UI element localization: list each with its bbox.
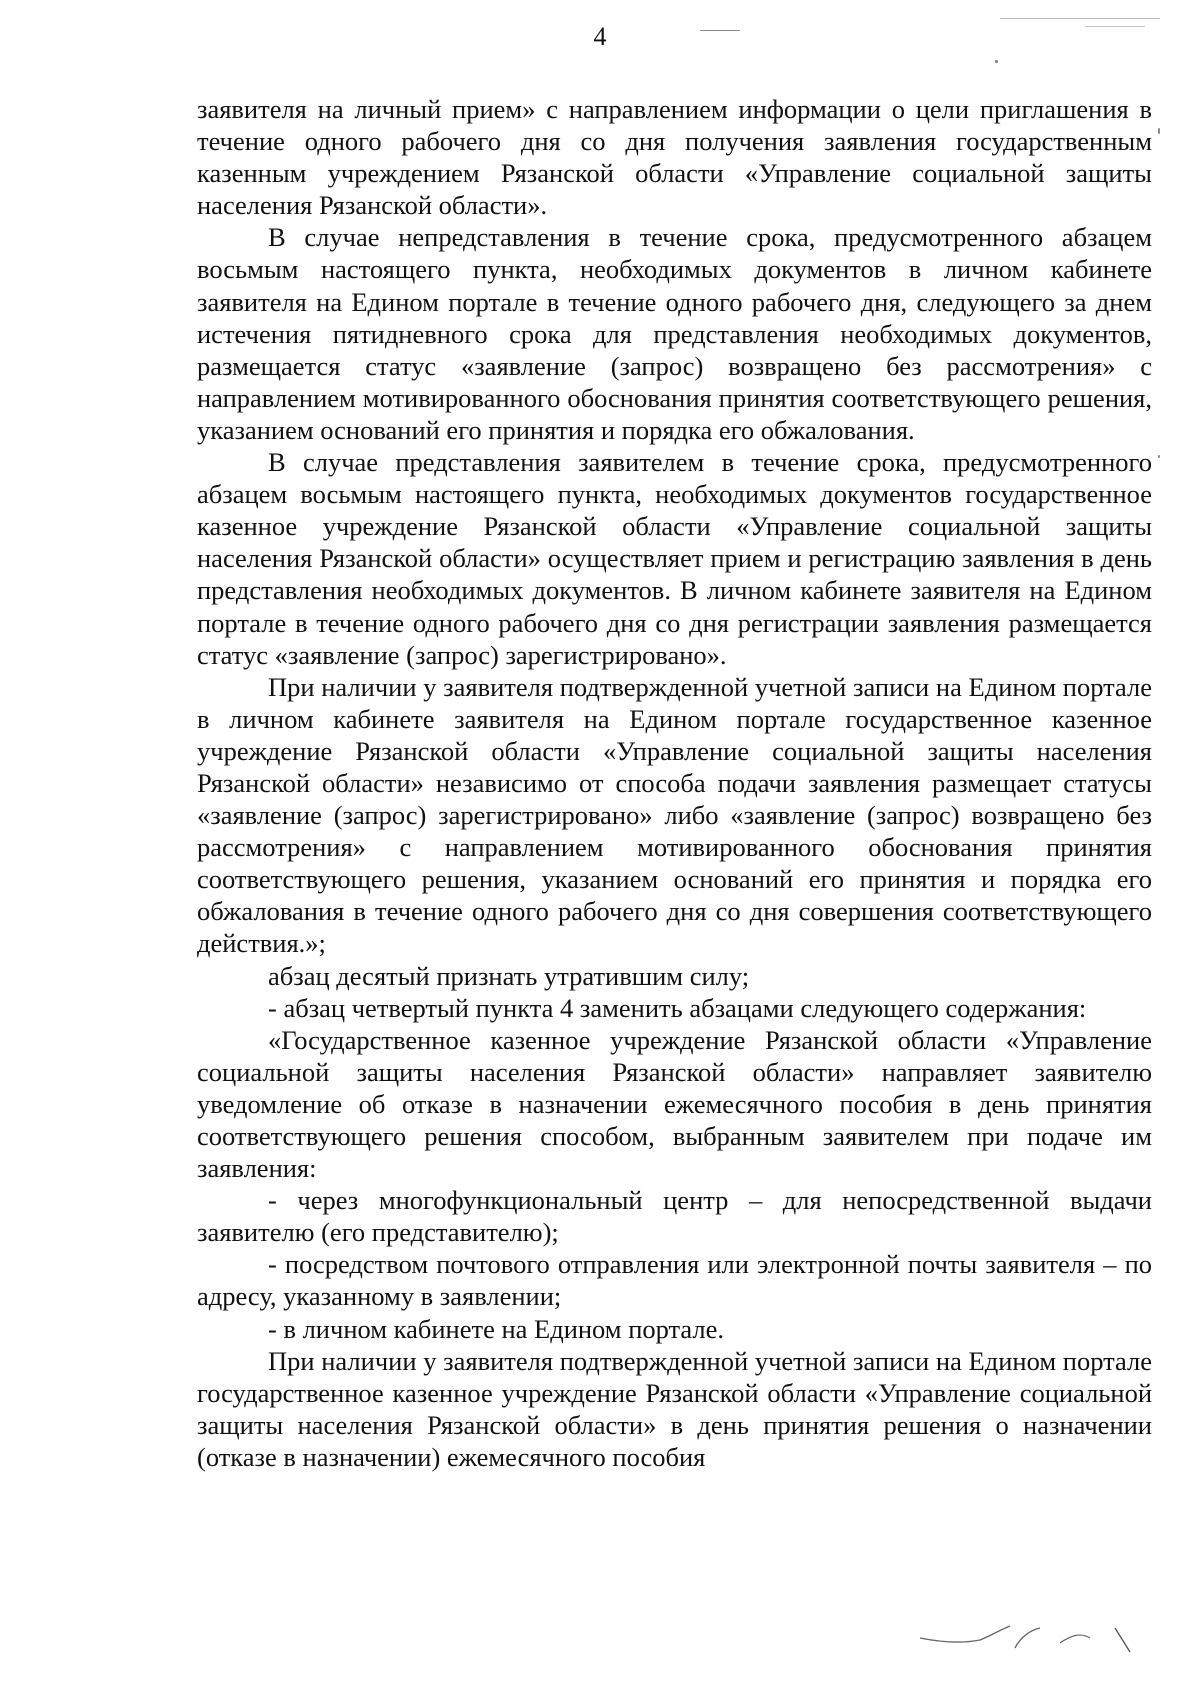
scan-speck — [1085, 26, 1145, 27]
paragraph-6: - абзац четвертый пункта 4 заменить абзацами следующего содержания: — [268, 992, 1087, 1023]
document-body — [197, 93, 1152, 1473]
list-item-post: - посредством почтового отправления или электронной почты заявителя – по адресу, указанному в заявлении; — [197, 1249, 1152, 1312]
paragraph-3: В случае представления заявителем в течение срока, предусмотренного абзацем восьмым настоящего пункта, необходимых документов государственное казенное учреждение Рязанской области «Управление социальной защиты населения Рязанской области» осуществляет прием и регистрацию заявления в день представления необходимых документов. В личном кабинете заявителя на Едином портале в течение одного рабочего дня со дня регистрации заявления размещается статус «заявление (запрос) зарегистрировано». — [197, 447, 1152, 670]
list-item-portal: - в личном кабинете на Едином портале. — [268, 1313, 725, 1344]
paragraph-4: При наличии у заявителя подтвержденной учетной записи на Едином портале в личном кабинете заявителя на Едином портале государственное казенное учреждение Рязанской области «Управление социальной защиты населения Рязанской области» независимо от способа подачи заявления размещает статусы «заявление (запрос) зарегистрировано» либо «заявление (запрос) возвращено без рассмотрения» с направлением мотивированного обоснования принятия соответствующего решения, указанием оснований его принятия и порядка его обжалования в течение одного рабочего дня со дня совершения соответствующего действия.»; — [197, 671, 1152, 959]
paragraph-2: В случае непредставления в течение срока, предусмотренного абзацем восьмым настоящего пункта, необходимых документов в личном кабинете заявителя на Едином портале в течение одного рабочего дня, следующего за днем истечения пятидневного срока для представления необходимых документов, размещается статус «заявление (запрос) возвращено без рассмотрения» с направлением мотивированного обоснования принятия соответствующего решения, указанием оснований его принятия и порядка его обжалования. — [197, 222, 1152, 445]
scan-speck — [700, 30, 740, 31]
paragraph-1: заявителя на личный прием» с направлением информации о цели приглашения в течение одного рабочего дня со дня получения заявления государственным казенным учреждением Рязанской области «Управление социальной защиты населения Рязанской области». — [197, 94, 1152, 221]
list-item-mfc: - через многофункциональный центр – для непосредственной выдачи заявителю (его представителю); — [197, 1185, 1152, 1248]
scan-speck — [1158, 455, 1160, 458]
paragraph-7: «Государственное казенное учреждение Рязанской области «Управление социальной защиты населения Рязанской области» направляет заявителю уведомление об отказе в назначении ежемесячного пособия в день принятия соответствующего решения способом, выбранным заявителем при подаче им заявления: — [197, 1024, 1152, 1184]
page-number: 4 — [593, 22, 607, 51]
scan-speck — [1000, 18, 1160, 19]
scan-speck — [1158, 128, 1160, 134]
paragraph-5: абзац десятый признать утратившим силу; — [268, 960, 750, 991]
paragraph-8: При наличии у заявителя подтвержденной учетной записи на Едином портале государственное казенное учреждение Рязанской области «Управление социальной защиты населения Рязанской области» в день принятия решения о назначении (отказе в назначении) ежемесячного пособия — [197, 1345, 1152, 1472]
scan-speck — [995, 60, 998, 63]
handwritten-marks — [910, 1618, 1140, 1658]
